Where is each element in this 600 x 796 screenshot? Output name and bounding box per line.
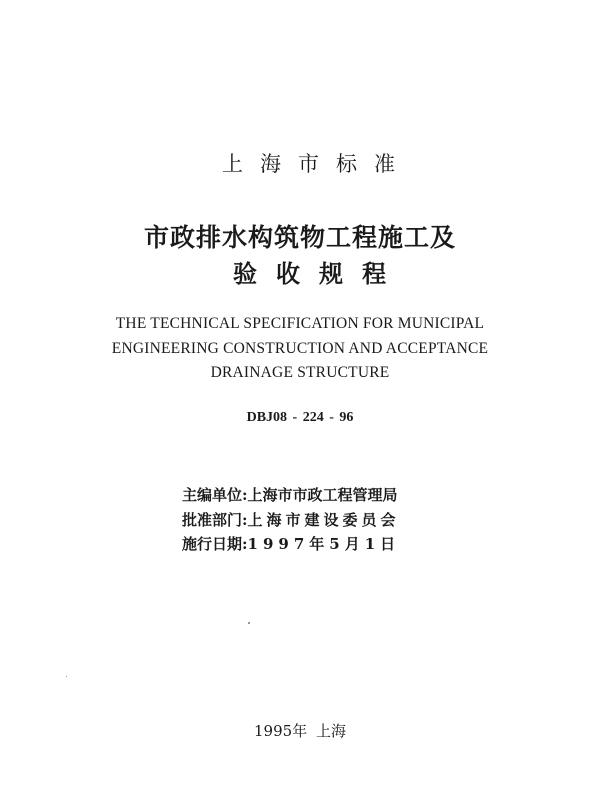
info-row-editor — [182, 484, 398, 505]
info-value-approver: 上海市建设委员会 — [247, 511, 400, 529]
publication-footer: 1995年 上海 — [254, 722, 346, 740]
scan-speck — [248, 622, 250, 624]
english-title-line-2: ENGINEERING CONSTRUCTION AND ACCEPTANCE — [111, 340, 489, 357]
info-value-effective-date: 1997年5月1日 — [247, 535, 401, 553]
info-label-approver: 批准部门: — [182, 511, 248, 529]
title-line-1: 市政排水构筑物工程施工及 — [143, 223, 456, 252]
english-title-line-1: THE TECHNICAL SPECIFICATION FOR MUNICIPAL — [115, 315, 485, 332]
info-row-effective-date — [182, 533, 400, 554]
info-row-approver — [182, 509, 400, 530]
standard-label: 上海市标准 — [222, 152, 412, 176]
standard-code: DBJ08 - 224 - 96 — [246, 410, 354, 425]
english-title-line-3: DRAINAGE STRUCTURE — [210, 364, 390, 381]
info-label-effective-date: 施行日期: — [182, 535, 248, 553]
info-value-editor: 上海市市政工程管理局 — [247, 486, 398, 504]
title-line-2: 验收规程 — [233, 259, 405, 288]
scan-speck — [66, 676, 67, 677]
info-label-editor: 主编单位: — [182, 486, 248, 504]
